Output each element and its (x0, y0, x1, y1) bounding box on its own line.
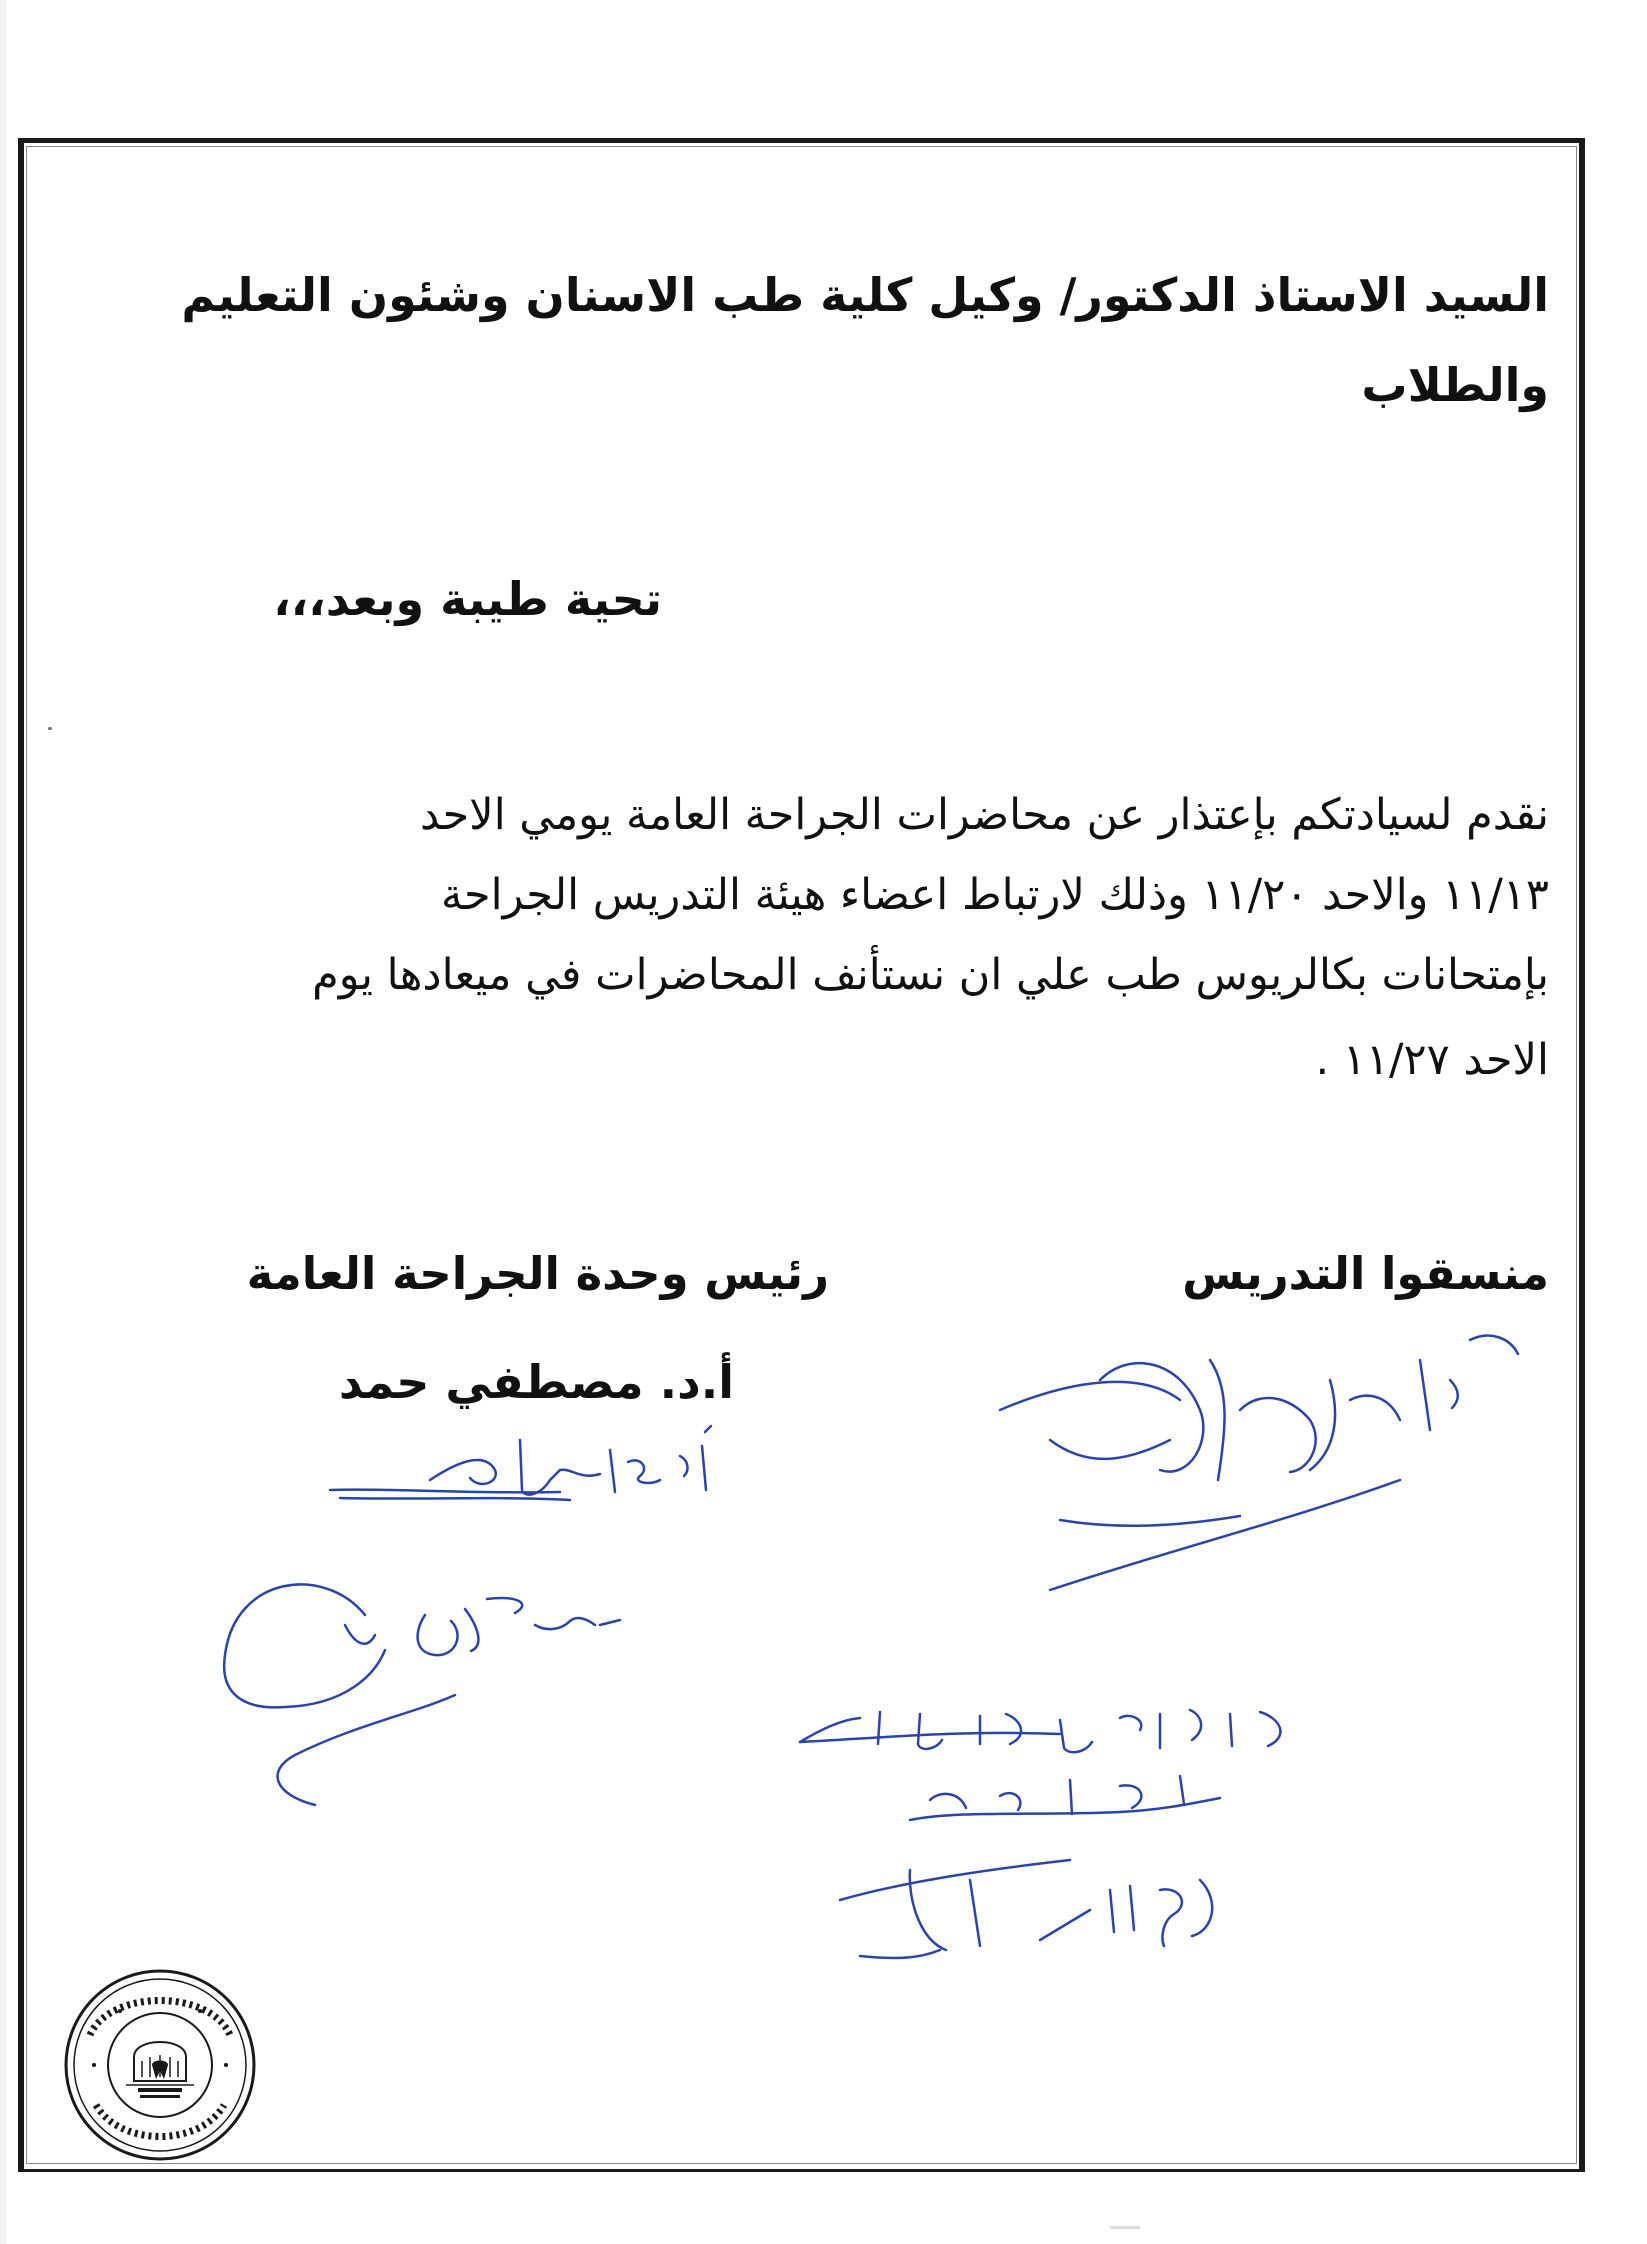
addressee-line-continued: والطلاب (1361, 358, 1549, 412)
signature-label-unit-head: رئيس وحدة الجراحة العامة (246, 1247, 829, 1300)
faculty-seal (60, 1965, 260, 2165)
signature-label-coordinators: منسقوا التدريس (1182, 1247, 1549, 1300)
signature-unit-member (215, 1555, 635, 1855)
signature-unit-head (310, 1420, 730, 1530)
unit-head-name: أ.د. مصطفي حمد (338, 1355, 734, 1409)
body-line-1: نقدم لسيادتكم بإعتذار عن محاضرات الجراحة العامة يومي الاحد (420, 790, 1549, 840)
handwritten-note (760, 1700, 1520, 2050)
signature-coordinators (990, 1320, 1530, 1620)
body-line-2: ١١/١٣ والاحد ١١/٢٠ وذلك لارتباط اعضاء هيئة التدريس الجراحة (440, 870, 1549, 920)
greeting: تحية طيبة وبعد،،، (273, 572, 662, 626)
body-line-4: الاحد ١١/٢٧ . (1315, 1035, 1549, 1085)
scan-artifact (1110, 2226, 1140, 2229)
scan-speck (48, 727, 52, 730)
scan-edge (0, 0, 6, 2244)
addressee-line: السيد الاستاذ الدكتور/ وكيل كلية طب الاسنان وشئون التعليم (181, 268, 1549, 322)
body-line-3: بإمتحانات بكالريوس طب علي ان نستأنف المحاضرات في ميعادها يوم (312, 950, 1549, 1000)
